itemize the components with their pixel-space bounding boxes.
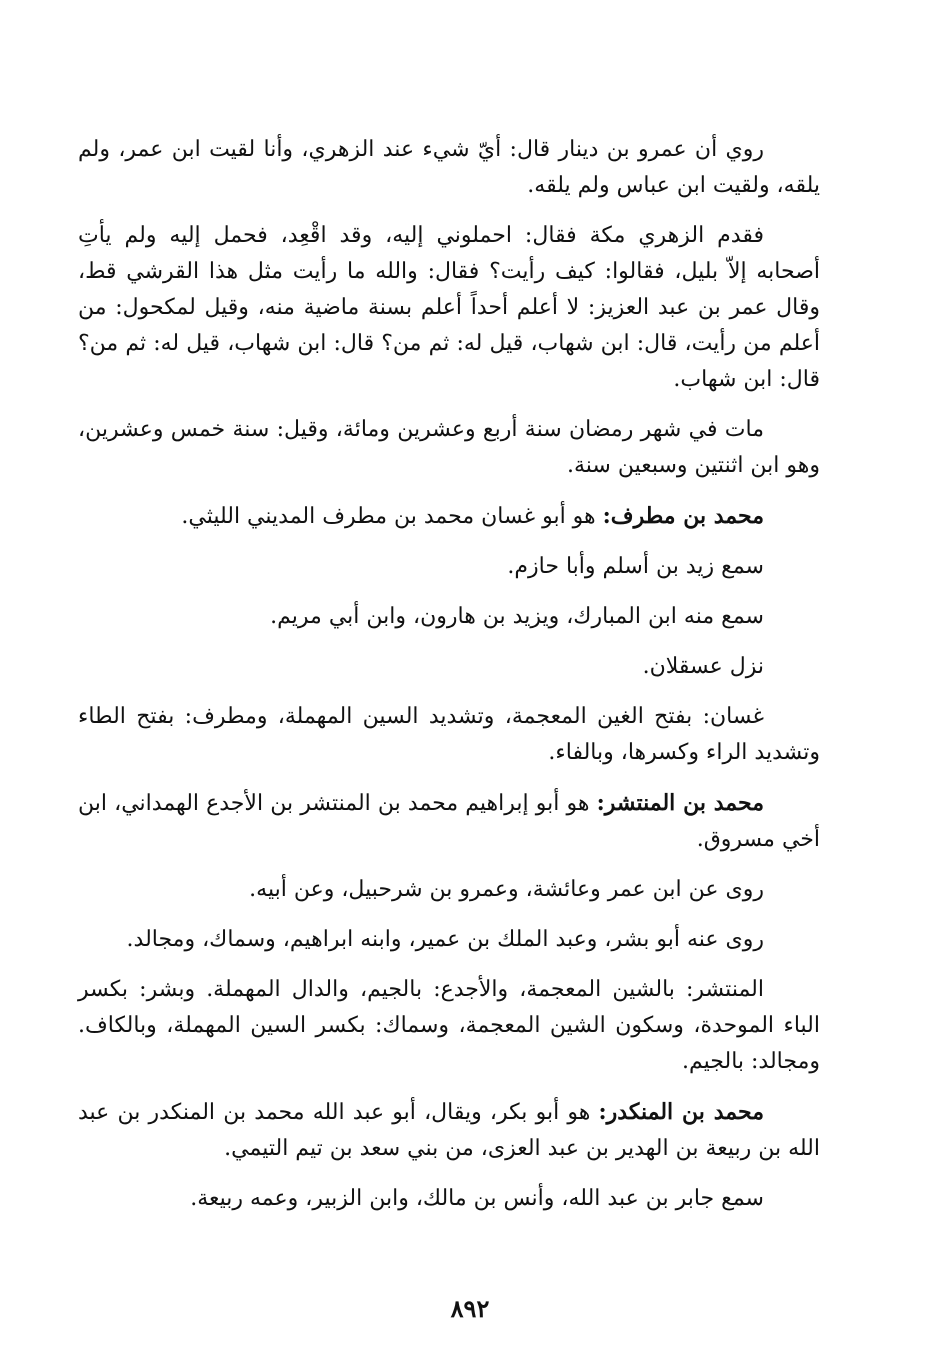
paragraph-text: روى عنه أبو بشر، وعبد الملك بن عمير، وابنه ابراهيم، وسماك، ومجالد. [126, 927, 764, 952]
paragraph-narrated-from [78, 872, 764, 908]
entry-muhammad-ibn-mutarrif [78, 498, 764, 535]
entry-name: محمد بن المنتشر: [596, 790, 764, 816]
entry-text: هو أبو غسان محمد بن مطرف المديني الليثي. [181, 504, 603, 529]
paragraph-text: فقدم الزهري مكة فقال: احملوني إليه، وقد اقْعِد، فحمل إليه ولم يأتِ أصحابه إلاّ بليل، فقالوا: كيف رأيت؟ فقال: والله ما رأيت مثل هذا القرشي قط، وقال عمر بن عبد العزيز: لا أعلم أحداً أعلم بسنة ماضية منه، وقيل لمكحول: من أعلم من رأيت، قال: ابن شهاب، قيل له: ثم من؟ قال: ابن شهاب، قيل له: ثم من؟ قال: ابن شهاب. [78, 223, 820, 392]
page-body [78, 132, 820, 1231]
entry-muhammad-ibn-al-muntashir [78, 785, 820, 858]
paragraph-text: سمع منه ابن المبارك، ويزيد بن هارون، وابن أبي مريم. [270, 604, 764, 629]
paragraph-text: روي أن عمرو بن دينار قال: أيّ شيء عند الزهري، وأنا لقيت ابن عمر، ولم يلقه، ولقيت ابن عباس ولم يلقه. [78, 137, 820, 198]
entry-muhammad-ibn-al-munkadir [78, 1094, 820, 1167]
entry-name: محمد بن المنكدر: [598, 1099, 764, 1125]
paragraph-text: نزل عسقلان. [642, 654, 764, 679]
paragraph-zuhri-mecca [78, 218, 820, 398]
paragraph-text: سمع زيد بن أسلم وأبا حازم. [507, 554, 764, 579]
paragraph-muntashir-note [78, 972, 820, 1080]
entry-text: هو أبو إبراهيم محمد بن المنتشر بن الأجدع الهمداني، ابن أخي مسروق. [78, 791, 820, 852]
paragraph-text: سمع جابر بن عبد الله، وأنس بن مالك، وابن الزبير، وعمه ربيعة. [190, 1186, 764, 1211]
paragraph-narrated-by [78, 922, 764, 958]
paragraph-amr-ibn-dinar [78, 132, 820, 204]
paragraph-text: المنتشر: بالشين المعجمة، والأجدع: بالجيم، والدال المهملة. وبشر: بكسر الباء الموحدة، وسكون الشين المعجمة، وسماك: بكسر السين المهملة، وبالكاف. ومجالد: بالجيم. [78, 977, 820, 1074]
paragraph-text: غسان: بفتح الغين المعجمة، وتشديد السين المهملة، ومطرف: بفتح الطاء وتشديد الراء وكسرها، وبالفاء. [78, 704, 820, 765]
paragraph-heard-by [78, 599, 764, 635]
paragraph-text: روى عن ابن عمر وعائشة، وعمرو بن شرحبيل، وعن أبيه. [249, 877, 764, 902]
entry-text: هو أبو بكر، ويقال، أبو عبد الله محمد بن المنكدر بن عبد الله بن ربيعة بن الهدير بن عبد العزى، من بني سعد بن تيم التيمي. [78, 1100, 820, 1161]
entry-name: محمد بن مطرف: [602, 503, 764, 529]
paragraph-residence [78, 649, 764, 685]
paragraph-heard-jabir [78, 1181, 764, 1217]
paragraph-zuhri-death [78, 412, 820, 484]
paragraph-text: مات في شهر رمضان سنة أربع وعشرين ومائة، وقيل: سنة خمس وعشرين، وهو ابن اثنتين وسبعين سنة. [78, 417, 820, 478]
paragraph-heard-from [78, 549, 764, 585]
page-number: ٨٩٢ [450, 1294, 490, 1323]
paragraph-ghassan-note [78, 699, 820, 771]
